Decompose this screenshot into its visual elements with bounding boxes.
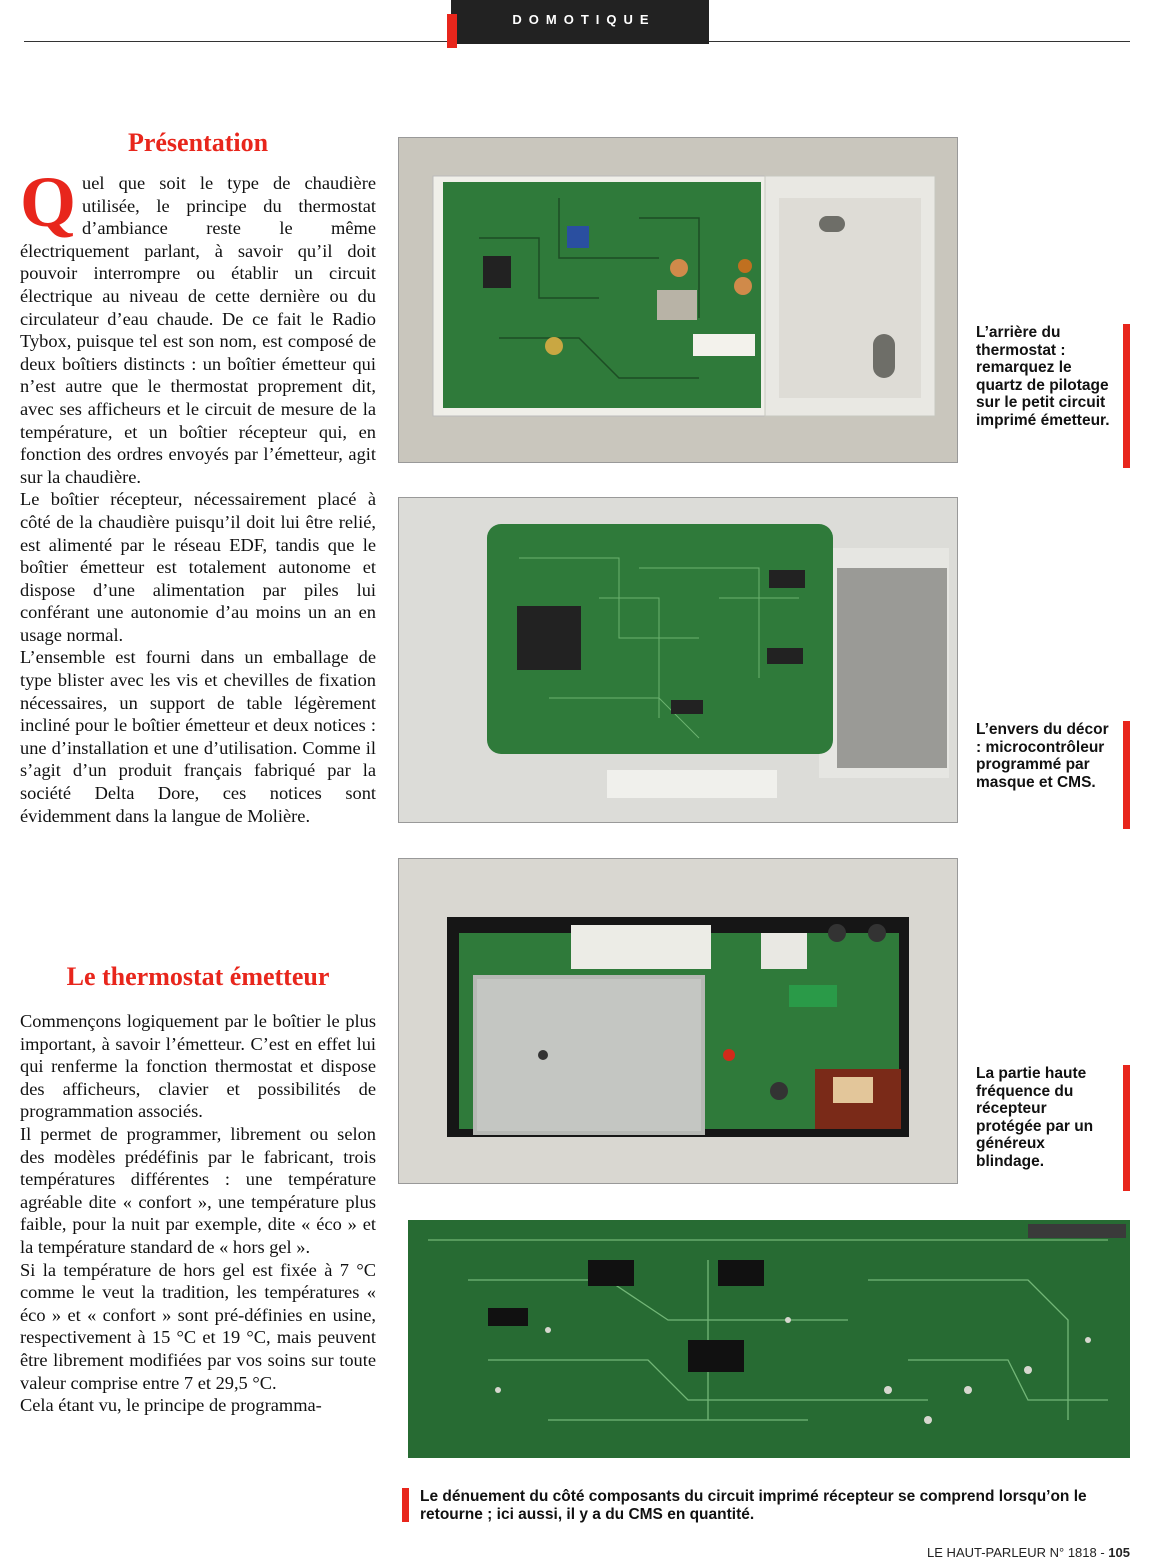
- paragraph-7: Cela étant vu, le principe de programma-: [20, 1395, 322, 1416]
- paragraph-1: [20, 162, 376, 488]
- paragraph-2: Le boîtier récepteur, nécessairement placé à côté de la chaudière puisqu’il doit lui être relié, est alimenté par le réseau EDF, tandis que le boîtier émetteur est totalement autonome et dispose d’une alimentation par piles lui conférant une autonomie d’au moins un an en usage normal.: [20, 489, 376, 645]
- caption-4: Le dénuement du côté composants du circuit imprimé récepteur se comprend lorsqu’on le retourne ; ici aussi, il y a du CMS en quantité.: [420, 1488, 1087, 1523]
- photo-receiver-pcb: [408, 1220, 1130, 1458]
- caption-1-bar: [1123, 324, 1130, 468]
- paragraph-4: Commençons logiquement par le boîtier le plus important, à savoir l’émetteur. C’est en effet lui qui renferme la fonction thermostat et dispose des afficheurs, clavier et possibilités de programmation associés.: [20, 1011, 376, 1122]
- paragraph-3: L’ensemble est fourni dans un emballage de type blister avec les vis et chevilles de fixation nécessaires, un support de table légèrement incliné pour le boîtier émetteur et deux notices : une d’installation et une d’utilisation. Comme il s’agit d’un produit français fabriqué par la société Delta Dore, ces notices sont évidemment dans la langue de Molière.: [20, 647, 376, 826]
- drop-cap: Q: [20, 162, 77, 242]
- section-label: DOMOTIQUE: [512, 12, 656, 27]
- caption-3: La partie haute fréquence du récepteur protégée par un généreux blindage.: [976, 1065, 1094, 1170]
- heading-presentation: Présentation: [127, 128, 269, 157]
- caption-2-bar: [1123, 721, 1130, 829]
- page-footer: [927, 1545, 1130, 1560]
- caption-3-bar: [1123, 1065, 1130, 1191]
- article-column-top: [20, 128, 376, 827]
- caption-4-bar: [402, 1488, 409, 1522]
- page-number: 105: [1108, 1545, 1130, 1560]
- photo-microcontroller-board: [398, 497, 958, 823]
- paragraph-5: Il permet de programmer, librement ou selon des modèles prédéfinis par le fabricant, trois températures différentes : une température agréable dite « confort », une température plus faible, pour la nuit par exemple, dite « éco » et la température standard de « hors gel ».: [20, 1123, 376, 1257]
- photo-receiver-shielding: [398, 858, 958, 1184]
- caption-1: L’arrière du thermostat : remarquez le quartz de pilotage sur le petit circuit imprimé émetteur.: [976, 324, 1110, 429]
- heading-thermostat-emetteur: Le thermostat émetteur: [66, 962, 330, 991]
- magazine-name: LE HAUT-PARLEUR N° 1818 -: [927, 1545, 1109, 1560]
- paragraph-6: Si la température de hors gel est fixée à 7 °C comme le veut la tradition, les températures « éco » et « confort » sont pré-définies en usine, respectivement à 15 °C et 19 °C, mais peuvent être librement modifiées par vos soins sur toute valeur comprise entre 7 et 29,5 °C.: [20, 1259, 376, 1393]
- photo-thermostat-back: [398, 137, 958, 463]
- paragraph-1-text: uel que soit le type de chaudière utilisée, le principe du thermostat d’ambiance reste le même électriquement parlant, à savoir qu’il doit pouvoir interrompre ou établir un circuit électrique au niveau de cette dernière ou du circulateur d’eau chaude. De ce fait le Radio Tybox, puisque tel est son nom, est composé de deux boîtiers distincts : un boîtier émetteur qui n’est autre que le thermostat proprement dit, avec ses afficheurs et le circuit de mesure de la température, et un boîtier récepteur qui, en fonction des ordres envoyés par l’émetteur, agit sur la chaudière.: [20, 173, 376, 487]
- article-column-bottom: [20, 962, 376, 1417]
- caption-2: L’envers du décor : microcontrôleur programmé par masque et CMS.: [976, 721, 1109, 791]
- section-header-accent: [447, 14, 457, 48]
